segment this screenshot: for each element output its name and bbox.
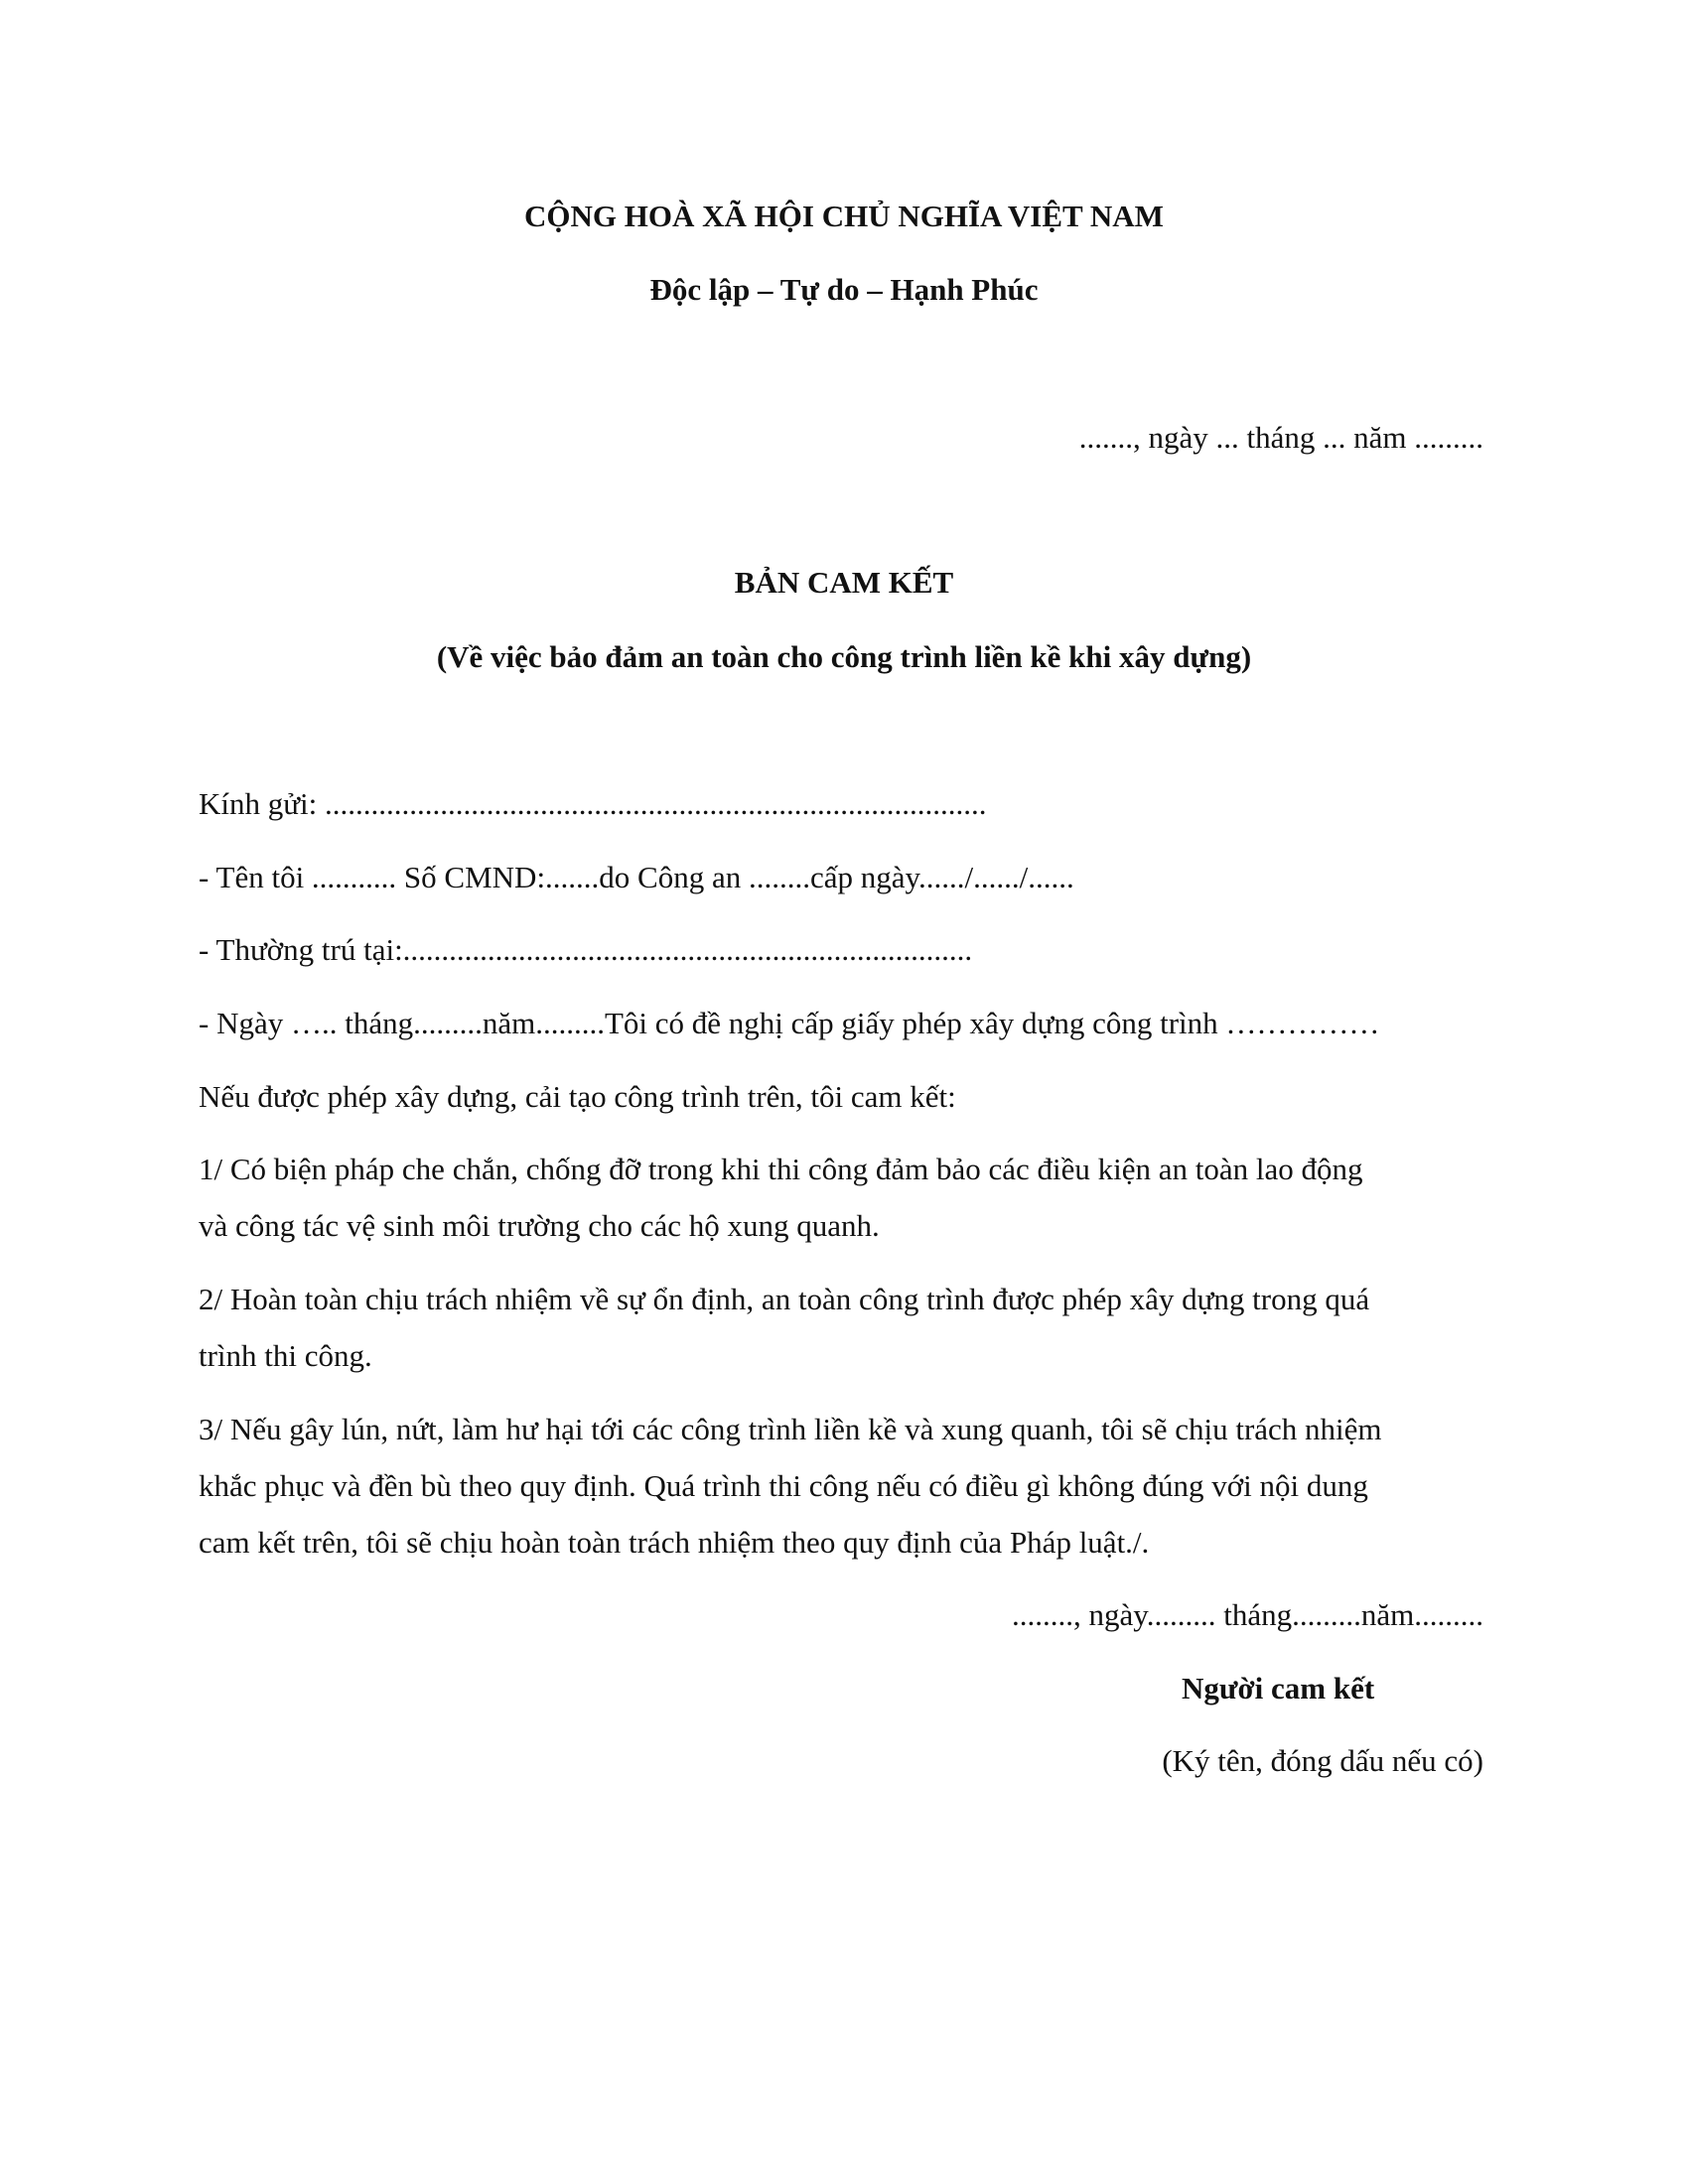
- request-line: - Ngày ….. tháng.........năm.........Tôi có đề nghị cấp giấy phép xây dựng công trình ……………: [199, 1006, 1380, 1040]
- signature-note: (Ký tên, đóng dấu nếu có): [1162, 1743, 1483, 1778]
- commitment-3-line-3: cam kết trên, tôi sẽ chịu hoàn toàn trách nhiệm theo quy định của Pháp luật./.: [199, 1525, 1150, 1560]
- name-id-line: - Tên tôi ........... Số CMND:.......do Công an ........cấp ngày....../....../......: [199, 860, 1074, 894]
- top-date-line: ......., ngày ... tháng ... năm .........: [1078, 420, 1483, 455]
- document-subtitle: (Về việc bảo đảm an toàn cho công trình liền kề khi xây dựng): [436, 639, 1252, 674]
- motto: Độc lập – Tự do – Hạnh Phúc: [649, 272, 1039, 307]
- commitment-3-line-1: 3/ Nếu gây lún, nứt, làm hư hại tới các công trình liền kề và xung quanh, tôi sẽ chịu trách nhiệm: [199, 1412, 1382, 1446]
- commitment-1-line-1: 1/ Có biện pháp che chắn, chống đỡ trong khi thi công đảm bảo các điều kiện an toàn lao động: [199, 1152, 1363, 1186]
- signature-date-line: ........, ngày......... tháng.........năm.........: [1012, 1597, 1483, 1632]
- commitment-1-line-2: và công tác vệ sinh môi trường cho các hộ xung quanh.: [199, 1208, 880, 1243]
- document-title: BẢN CAM KẾT: [734, 565, 954, 600]
- country-heading: CỘNG HOÀ XÃ HỘI CHỦ NGHĨA VIỆT NAM: [524, 199, 1164, 233]
- commitment-2-line-2: trình thi công.: [199, 1338, 372, 1373]
- commitment-intro: Nếu được phép xây dựng, cải tạo công trình trên, tôi cam kết:: [199, 1079, 956, 1114]
- commitment-2-line-1: 2/ Hoàn toàn chịu trách nhiệm về sự ổn định, an toàn công trình được phép xây dựng trong quá: [199, 1282, 1370, 1316]
- residence-line: - Thường trú tại:..........................................................................: [199, 932, 973, 967]
- signer-title: Người cam kết: [1182, 1671, 1375, 1706]
- recipient-line: Kính gửi: ......................................................................................: [199, 786, 987, 821]
- commitment-3-line-2: khắc phục và đền bù theo quy định. Quá trình thi công nếu có điều gì không đúng với nội dung: [199, 1468, 1368, 1503]
